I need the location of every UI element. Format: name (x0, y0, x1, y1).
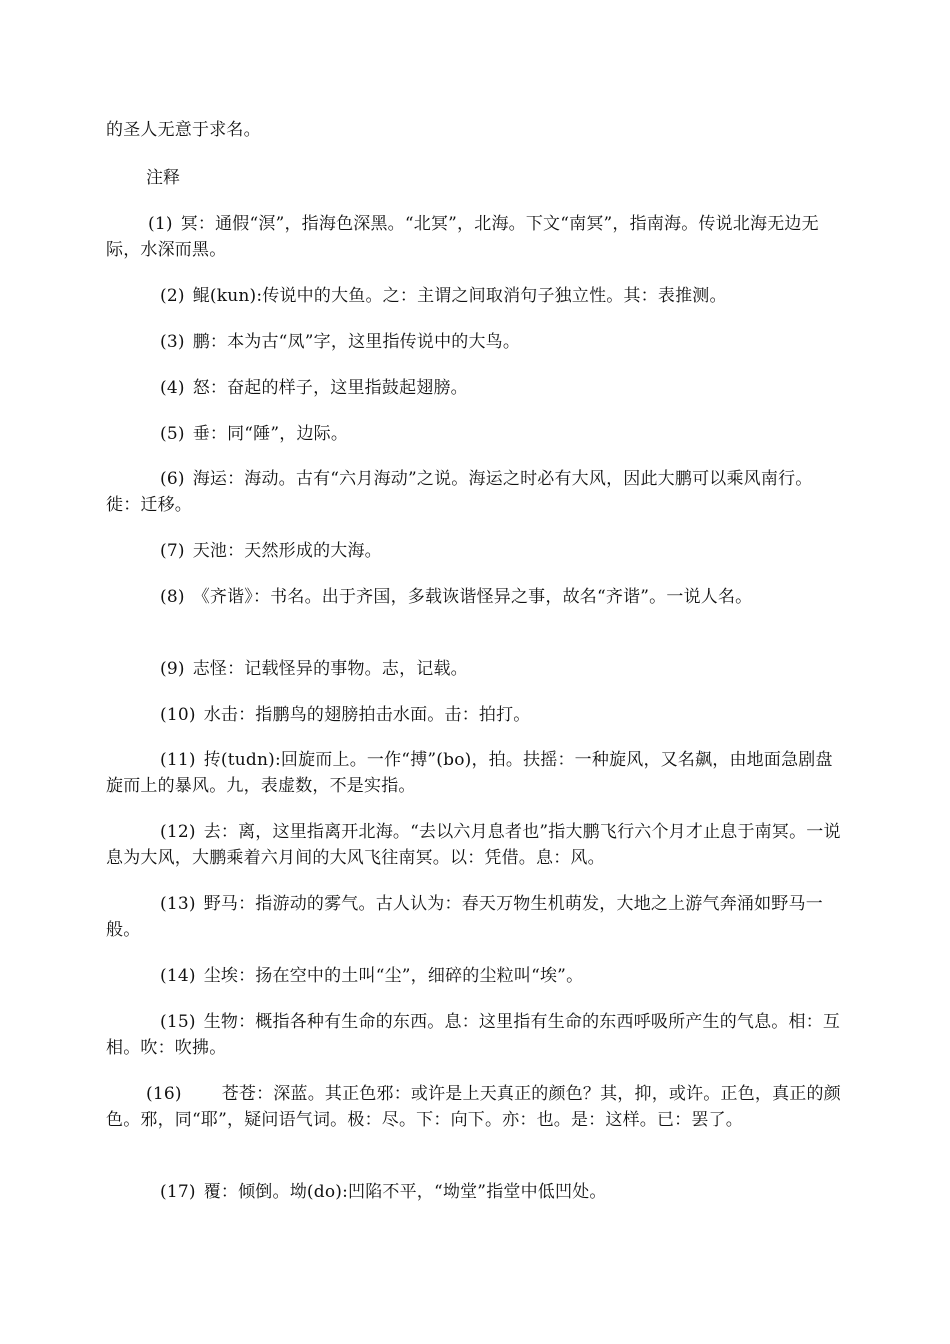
note-number: (16) (146, 1084, 182, 1104)
note-text: 鲲(kun):传说中的大鱼。之：主谓之间取消句子独立性。其：表推测。 (192, 286, 727, 306)
note-3 (106, 329, 842, 355)
note-13 (106, 891, 842, 943)
note-text: 覆：倾倒。坳(do):凹陷不平，“坳堂”指堂中低凹处。 (203, 1182, 607, 1202)
note-number: (15) (160, 1012, 196, 1032)
note-number: (5) (160, 424, 185, 444)
note-text: 去：离，这里指离开北海。“去以六月息者也”指大鹏飞行六个月才止息于南冥。一说息为大风，大鹏乘着六月间的大风飞往南冥。以：凭借。息：风。 (106, 822, 841, 868)
note-5 (106, 421, 842, 447)
note-text: 冥：通假“溟”，指海色深黑。“北冥”，北海。下文“南冥”，指南海。传说北海无边无际，水深而黑。 (106, 214, 819, 260)
note-text: 志怪：记载怪异的事物。志，记载。 (192, 659, 468, 679)
note-2 (106, 283, 842, 309)
note-text: 生物：概指各种有生命的东西。息：这里指有生命的东西呼吸所产生的气息。相：互相。吹：吹拂。 (106, 1012, 841, 1058)
note-text: 苍苍：深蓝。其正色邪：或许是上天真正的颜色？其，抑，或许。正色，真正的颜色。邪，同“耶”，疑问语气词。极：尽。下：向下。亦：也。是：这样。已：罢了。 (106, 1084, 841, 1130)
note-4 (106, 375, 842, 401)
note-10 (106, 702, 842, 728)
note-number: (10) (160, 705, 196, 725)
note-8 (106, 584, 842, 610)
section-heading: 注释 (146, 168, 180, 188)
note-number: (13) (160, 894, 196, 914)
note-11 (106, 747, 842, 799)
note-number: (9) (160, 659, 185, 679)
note-number: (4) (160, 378, 185, 398)
note-number: (6) (160, 469, 185, 489)
note-number: (1) (148, 214, 173, 234)
note-7 (106, 538, 842, 564)
note-number: (12) (160, 822, 196, 842)
note-number: (8) (160, 587, 185, 607)
note-12 (106, 819, 846, 871)
note-17 (106, 1179, 842, 1205)
note-text: 海运：海动。古有“六月海动”之说。海运之时必有大风，因此大鹏可以乘风南行。徙：迁移。 (106, 469, 813, 515)
note-number: (11) (160, 750, 196, 770)
note-1 (106, 211, 850, 263)
note-text: 鹏：本为古“凤”字，这里指传说中的大鸟。 (192, 332, 521, 352)
note-number: (17) (160, 1182, 196, 1202)
intro-tail: 的圣人无意于求名。 (106, 120, 261, 140)
note-text: 抟(tudn):回旋而上。一作“搏”(bo)，拍。扶摇：一种旋风，又名飙，由地面急剧盘旋而上的暴风。九，表虚数，不是实指。 (106, 750, 833, 796)
note-text: 野马：指游动的雾气。古人认为：春天万物生机萌发，大地之上游气奔涌如野马一般。 (106, 894, 823, 940)
note-number: (7) (160, 541, 185, 561)
note-text: 垂：同“陲”，边际。 (192, 424, 349, 444)
note-16 (106, 1081, 842, 1133)
note-9 (106, 656, 842, 682)
note-number: (14) (160, 966, 196, 986)
note-text: 水击：指鹏鸟的翅膀拍击水面。击：拍打。 (203, 705, 531, 725)
note-15 (106, 1009, 842, 1061)
note-number: (3) (160, 332, 185, 352)
note-6 (106, 466, 842, 518)
note-text: 《齐谐》：书名。出于齐国，多载诙谐怪异之事，故名“齐谐”。一说人名。 (192, 587, 753, 607)
note-text: 天池：天然形成的大海。 (192, 541, 382, 561)
note-14 (106, 963, 842, 989)
note-text: 怒：奋起的样子，这里指鼓起翅膀。 (192, 378, 468, 398)
note-text: 尘埃：扬在空中的土叫“尘”，细碎的尘粒叫“埃”。 (203, 966, 584, 986)
note-number: (2) (160, 286, 185, 306)
